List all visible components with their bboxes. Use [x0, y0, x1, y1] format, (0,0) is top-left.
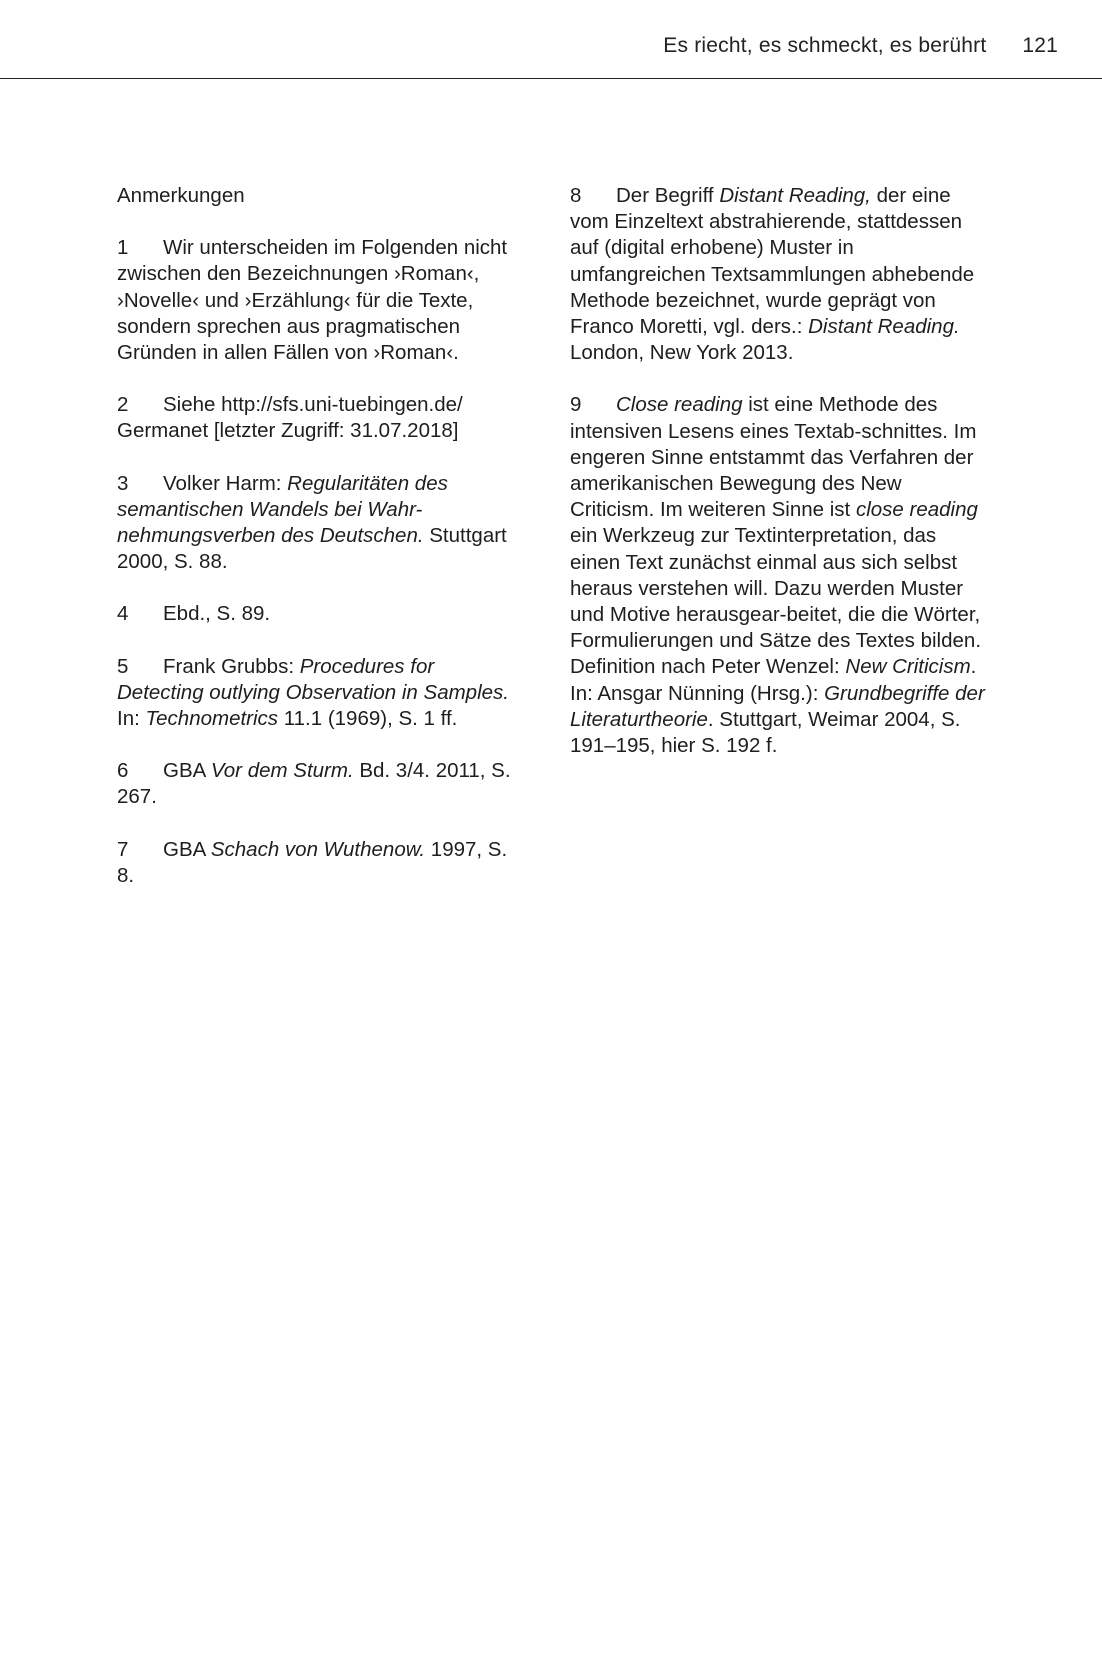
footnote-text: 11.1 (1969), S. 1 ff. [278, 707, 458, 731]
footnote-text: . Stuttgart, Weimar 2004, S. 191–195, hier S. 192 f. [570, 707, 961, 758]
page-number: 121 [1022, 34, 1058, 57]
footnote-1 [117, 235, 517, 366]
footnote-text: GBA [163, 759, 211, 783]
footnote-title: close reading [855, 498, 978, 522]
footnote-text: . In: Ansgar Nünning (Hrsg.): [570, 655, 977, 705]
footnote-7 [117, 837, 517, 889]
running-head [663, 34, 1058, 58]
footnote-number: 8 [570, 184, 582, 207]
footnote-text: In: [117, 707, 146, 731]
footnote-number: 4 [117, 602, 129, 626]
footnote-text: Bd. 3/4. 2011, S. 267. [117, 759, 511, 809]
footnote-title: New Criticism [845, 655, 971, 679]
footnote-title: Distant Reading, [719, 184, 871, 207]
footnote-9 [570, 392, 990, 759]
notes-heading: Anmerkungen [117, 184, 245, 207]
footnote-6 [117, 758, 517, 810]
footnote-number: 2 [117, 393, 129, 417]
running-title: Es riecht, es schmeckt, es berührt [663, 34, 987, 57]
footnote-5 [117, 654, 517, 733]
footnote-text: London, New York 2013. [570, 341, 794, 365]
footnote-title: Procedures for Detecting outlying Observation in Samples. [117, 654, 509, 704]
header-rule [0, 78, 1102, 79]
notes-column-left [117, 183, 517, 915]
footnote-text: ist eine Methode des intensiven Lesens eines Textab-schnittes. Im engeren Sinne entstammt das Verfahren der amerikanischen Bewegung des New Criticism. Im weiteren Sinne ist [570, 393, 977, 522]
footnote-text: ein Werkzeug zur Textinterpretation, das einen Text zunächst einmal aus sich selbst heraus verstehen will. Dazu werden Muster und Motive herausgear-beitet, die die Wörter, Formulierungen und Sätze des Textes bilden. Definition nach Peter Wenzel: [570, 524, 982, 679]
footnote-number: 6 [117, 759, 129, 783]
footnote-number: 1 [117, 236, 129, 260]
footnote-text: Der Begriff [616, 184, 720, 207]
footnote-title: Grundbegriffe der Literaturtheorie [570, 681, 985, 731]
footnote-number: 9 [570, 393, 582, 417]
footnote-title: Regularitäten des semantischen Wandels bei Wahr-nehmungsverben des Deutschen. [117, 471, 448, 548]
footnote-text: 1997, S. 8. [117, 837, 508, 887]
footnote-number: 7 [117, 837, 129, 861]
footnote-4 [117, 601, 517, 627]
footnote-text: Volker Harm: [163, 471, 288, 495]
footnote-title: Schach von Wuthenow. [210, 837, 426, 861]
footnote-text: Stuttgart 2000, S. 88. [117, 524, 507, 574]
footnote-text: GBA [163, 837, 211, 861]
footnote-text: Frank Grubbs: [163, 654, 300, 678]
footnote-2 [117, 392, 517, 444]
footnote-3 [117, 471, 517, 576]
footnote-text: Wir unterscheiden im Folgenden nicht zwischen den Bezeichnungen ›Roman‹, ›Novelle‹ und ›Erzählung‹ für die Texte, sondern sprechen aus pragmatischen Gründen in allen Fällen von ›Roman‹. [117, 236, 508, 365]
footnote-title: Close reading [616, 393, 743, 417]
footnote-number: 3 [117, 471, 129, 495]
footnote-title: Vor dem Sturm. [210, 759, 354, 783]
footnote-text: der eine vom Einzeltext abstrahierende, stattdessen auf (digital erhobene) Muster in umfangreichen Textsammlungen abhebende Methode bezeichnet, wurde geprägt von Franco Moretti, vgl. ders.: [570, 184, 975, 339]
footnote-text: Ebd., S. 89. [163, 602, 271, 626]
footnote-number: 5 [117, 654, 129, 678]
footnote-title: Technometrics [145, 707, 279, 731]
footnote-title: Distant Reading. [808, 315, 960, 339]
footnote-8 [570, 183, 990, 366]
notes-column-right [570, 183, 990, 785]
footnote-text: Siehe http://sfs.uni-tuebingen.de/ Germanet [letzter Zugriff: 31.07.2018] [117, 393, 463, 443]
